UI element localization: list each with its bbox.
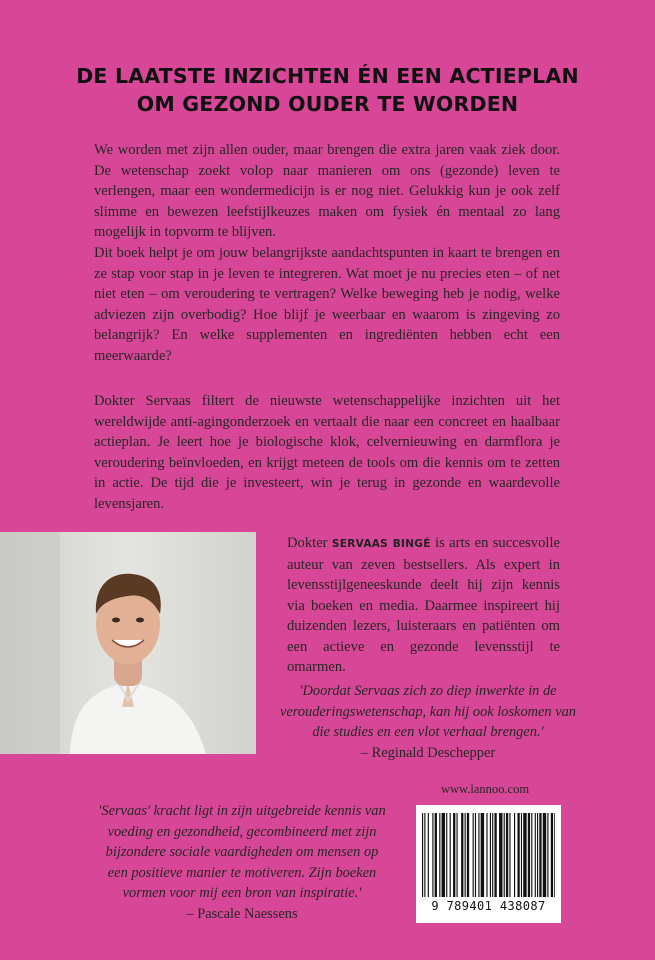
headline <box>0 62 655 118</box>
quote-2-text: 'Servaas' kracht ligt in zijn uitgebreide kennis van voeding en gezondheid, gecombineerd met zijn bijzondere sociale vaardigheden om mensen op een positieve manier te motiveren. Zijn boeken vormen voor mij een bron van inspiratie.' <box>98 803 386 901</box>
endorsement-quote-1 <box>278 681 578 763</box>
barcode <box>416 805 561 923</box>
endorsement-quote-2 <box>94 801 390 924</box>
author-bio <box>287 533 560 678</box>
intro-paragraph-2: Dit boek helpt je om jouw belangrijkste aandachtspunten in kaart te brengen en ze stap voor stap in je leven te integreren. Wat moet je nu precies eten – of net niet eten – om veroudering te vertragen? Welke beweging heb je nodig, welke adviezen zijn overbodig? Hoe blijf je weerbaar en waarom is zingeving zo belangrijk? En welke supplementen en ingrediënten hebben echt een meerwaarde? <box>94 245 560 364</box>
barcode-bars <box>422 813 555 897</box>
author-name: SERVAAS BINGÉ <box>331 538 431 550</box>
author-photo <box>0 532 256 754</box>
intro-paragraph-1: We worden met zijn allen ouder, maar brengen die extra jaren vaak ziek door. De wetenschap zoekt volop naar manieren om ons (gezonde) leven te verlengen, maar een wondermedicijn is er nog niet. Gelukkig kun je ook zelf slimme en bewezen leefstijlkeuzes maken om fysiek én mentaal zo lang mogelijk in topvorm te blijven. <box>94 142 560 240</box>
publisher-website: www.lannoo.com <box>441 782 530 796</box>
quote-1-author: – Reginald Deschepper <box>360 744 496 761</box>
quote-1-text: 'Doordat Servaas zich zo diep inwerkte in de verouderingswetenschap, kan hij ook loskomen van die studies en een vlot verhaal brengen.' <box>279 683 576 740</box>
headline-line-1: DE LAATSTE INZICHTEN ÉN EEN ACTIEPLAN <box>76 64 579 88</box>
quote-2-author: – Pascale Naessens <box>186 905 298 922</box>
intro-paragraph-3: Dokter Servaas filtert de nieuwste wetenschappelijke inzichten uit het wereldwijde anti-agingonderzoek en vertaalt die naar een concreet en haalbaar actieplan. Je leert hoe je biologische klok, celvernieuwing en darmflora je veroudering beïnvloeden, en krijgt meteen de tools om die kennis om te zetten in actie. De tijd die je investeert, win je terug in gezonde en waardevolle levensjaren. <box>94 393 560 512</box>
bio-text: is arts en succesvolle auteur van zeven bestsellers. Als expert in levensstijlgeneeskunde deelt hij zijn kennis via boeken en media. Daarmee inspireert hij duizenden lezers, luisteraars en patiënten om een actieve en gezonde levensstijl te omarmen. <box>287 535 560 675</box>
isbn-number: 9 789401 438087 <box>431 899 546 913</box>
bio-prefix: Dokter <box>287 535 332 551</box>
headline-line-2: OM GEZOND OUDER TE WORDEN <box>136 92 519 116</box>
